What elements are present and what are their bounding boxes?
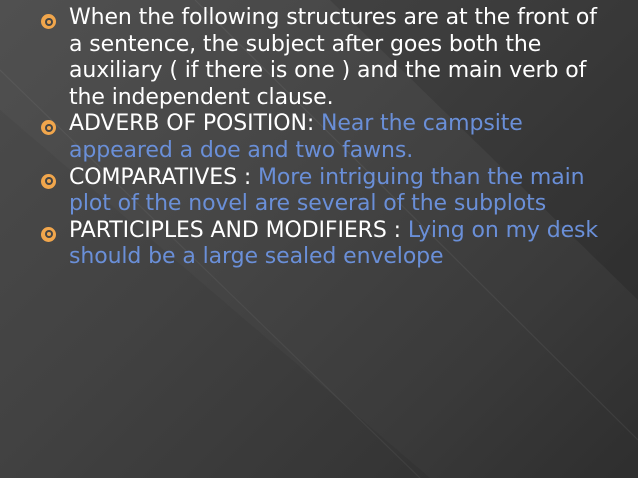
bullet-icon (41, 174, 56, 189)
bullet-item-intro (40, 5, 600, 111)
bullet-example: More intriguing than the main plot of the novel are several of the subplots (69, 164, 585, 217)
bullet-text (69, 5, 600, 111)
bullet-icon (41, 227, 56, 242)
bullet-text (69, 165, 600, 218)
bullet-item-comparatives (40, 165, 600, 218)
bullet-icon (41, 120, 56, 135)
bullet-example: Near the campsite appeared a doe and two fawns. (69, 111, 523, 163)
bullet-label: PARTICIPLES AND MODIFIERS : (69, 217, 408, 243)
bullet-item-adverb-of-position (40, 111, 600, 164)
bullet-label: ADVERB OF POSITION: (69, 111, 322, 137)
bullet-example: Lying on my desk should be a large sealed envelope (69, 217, 599, 270)
bullet-label: When the following structures are at the front of a sentence, the subject after goes both the auxiliary ( if there is one ) and the main verb of the independent clause. (69, 5, 597, 110)
bullet-icon (41, 14, 56, 29)
bullet-list (40, 5, 600, 271)
bullet-text (69, 218, 600, 271)
bullet-item-participles-and-modifiers (40, 218, 600, 271)
bullet-text (69, 111, 600, 164)
bullet-label: COMPARATIVES : (69, 164, 259, 190)
